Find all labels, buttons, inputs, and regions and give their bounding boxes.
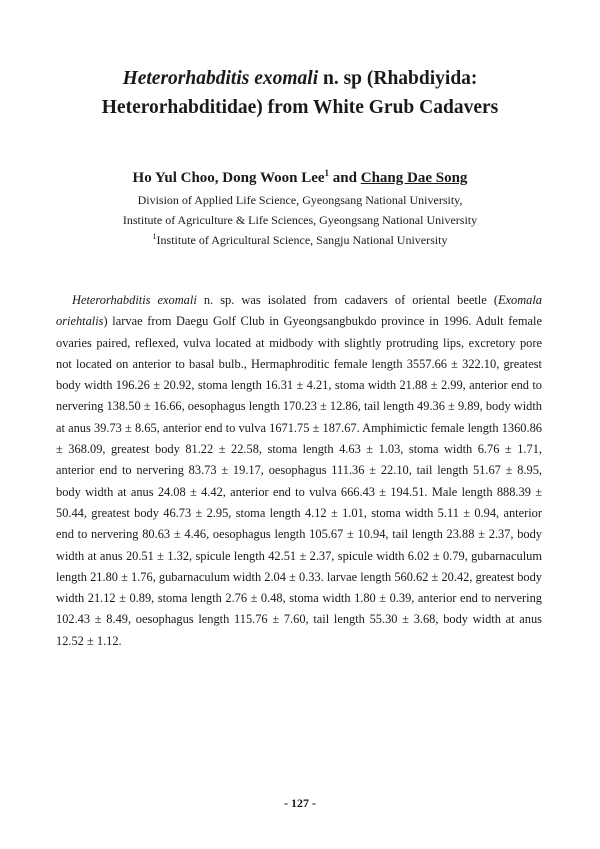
affiliations [40, 190, 560, 250]
abstract-text-1: n. sp. was isolated from cadavers of oriental beetle ( [196, 293, 498, 307]
affiliation-3-mark: 1 [152, 232, 157, 241]
title-line-1-rest: n. sp (Rhabdiyida: [318, 68, 478, 89]
corresponding-author: Chang Dae Song [360, 170, 468, 186]
title-line-1 [40, 64, 560, 93]
page-number: - 127 - [284, 796, 316, 810]
affiliation-3-text: Institute of Agricultural Science, Sangju National University [156, 233, 448, 247]
affiliation-1: Division of Applied Life Science, Gyeongsang National University, [137, 193, 463, 207]
abstract-text-2: ) larvae from Daegu Golf Club in Gyeongsangbukdo province in 1996. Adult female ovaries paired, reflexed, vulva located at midbody with slightly protruding lips, excretory pore not located on anterior to basal bulb., Hermaphroditic female length 3557.66 ± 322.10, greatest body width 196.26 ± 20.92, stoma length 16.31 ± 4.21, stoma width 21.88 ± 2.99, anterior end to nervering 138.50 ± 16.66, oesophagus length 170.23 ± 12.86, tail length 49.36 ± 9.89, body width at anus 39.73 ± 8.65, anterior end to vulva 1671.75 ± 187.67. Amphimictic female length 1360.86 ± 368.09, greatest body 81.22 ± 22.58, stoma length 4.63 ± 1.03, stoma width 6.76 ± 1.71, anterior end to nervering 83.73 ± 19.17, oesophagus 111.36 ± 22.10, tail length 51.67 ± 8.95, body width at anus 24.08 ± 4.42, anterior end to vulva 666.43 ± 194.51. Male length 888.39 ± 50.44, greatest body 46.73 ± 2.95, stoma length 4.12 ± 1.01, stoma width 5.11 ± 0.94, anterior end to nervering 80.63 ± 4.46, oesophagus length 105.67 ± 10.94, tail length 23.88 ± 2.37, body width at anus 20.51 ± 1.32, spicule length 42.51 ± 2.37, spicule width 6.02 ± 0.79, gubarnaculum length 21.80 ± 1.76, gubarnaculum width 2.04 ± 0.33. larvae length 560.62 ± 20.42, greatest body width 21.12 ± 0.89, stoma length 2.76 ± 0.48, stoma width 1.80 ± 0.39, anterior end to nervering 102.43 ± 8.49, oesophagus length 115.76 ± 7.60, tail length 55.30 ± 3.68, body width at anus 12.52 ± 1.12. [56, 314, 542, 648]
title-line-2: Heterorhabditidae) from White Grub Cadavers [101, 97, 499, 118]
title-species-name: Heterorhabditis exomali [122, 68, 319, 89]
author-affiliation-mark: 1 [324, 168, 330, 178]
affiliation-2: Institute of Agriculture & Life Sciences, Gyeongsang National University [122, 213, 478, 227]
author-names-first: Ho Yul Choo, Dong Woon Lee [132, 170, 325, 186]
abstract-species-name: Heterorhabditis exomali [72, 293, 197, 307]
abstract-paragraph [56, 290, 542, 652]
author-list [40, 168, 560, 188]
affiliation-3 [40, 230, 560, 250]
abstract-host-name: Exomala oriehtalis [56, 293, 542, 329]
paper-title [40, 64, 560, 122]
author-conjunction: and [329, 170, 361, 186]
